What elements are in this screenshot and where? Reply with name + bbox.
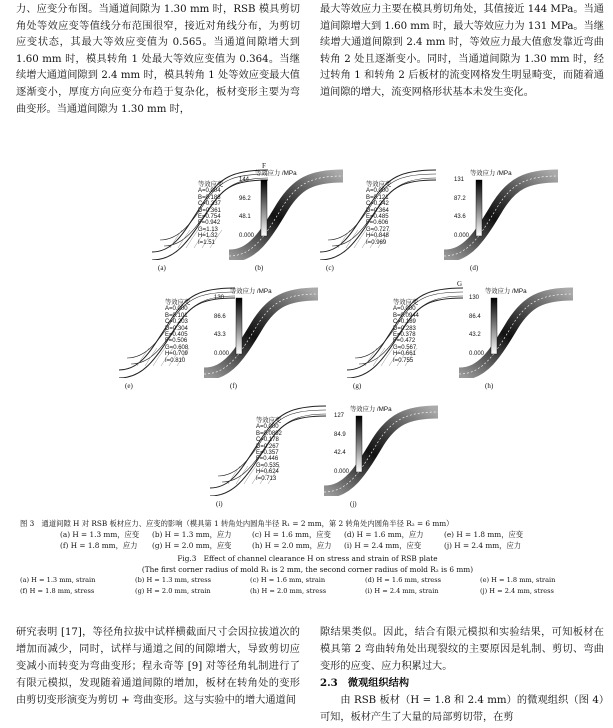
legend-letter: D: [165, 325, 170, 332]
legend-letter: F: [198, 220, 202, 227]
bottom-right-paragraph-2: 由 RSB 板材（H = 1.8 和 2.4 mm）的微观组织（图 4）可知，板材产生了大量的局部剪切带，在剪: [320, 695, 604, 723]
legend-letter: C: [198, 201, 203, 208]
legend-equals: =: [260, 469, 264, 476]
legend-letter: B: [165, 312, 170, 319]
legend-value: 0.608: [173, 344, 189, 351]
legend-letter: G: [366, 226, 371, 233]
bottom-left-paragraph: 研究表明 [17]，等径角拉拔中试样横截面尺寸会因拉拔道次的增加而减少，同时，试样与通道之间的间隙增大，导致剪切应变减小而转变为弯曲变形；程永奇等 [9] 对等径角轧制进行了有限元模拟，发现随着通道间隙的增加，板材在转角处的变形由剪切变形演变为剪切 + 弯曲变形。这与实验中的增大通道间: [16, 627, 300, 706]
legend-letter: I: [165, 357, 167, 364]
legend-equals: =: [169, 306, 173, 313]
section-heading: 2.3 微观组织结构: [320, 677, 410, 689]
caption-item: (e) H = 1.8 mm，应变: [444, 530, 524, 539]
legend-letter: F: [393, 338, 397, 345]
legend-value: 0.242: [373, 201, 389, 208]
legend-equals: =: [370, 233, 374, 240]
legend-title: 等效应变: [256, 417, 282, 424]
legend-equals: =: [169, 319, 173, 326]
caption-cn-row1: [20, 529, 595, 540]
colorbar-tick-label: 0.000: [239, 232, 255, 239]
legend-letter: D: [366, 207, 371, 214]
legend-letter: H: [165, 351, 170, 358]
legend-equals: =: [202, 201, 206, 208]
legend-equals: =: [202, 188, 206, 195]
legend-value: 0.848: [373, 233, 389, 240]
caption-cn-title: 图 3 通道间隙 H 对 RSB 板材应力、应变的影响（模具第 1 转角处内圆角半径 R₁ = 2 mm，第 2 转角处内圆角半径 R₂ = 6 mm）: [20, 519, 454, 528]
legend-letter: B: [256, 430, 261, 437]
legend-value: 0.121: [373, 194, 389, 201]
panel-label: (e): [125, 382, 133, 390]
legend-equals: =: [202, 214, 206, 221]
caption-item: (i) H = 2.4 mm, strain: [365, 587, 439, 595]
legend-letter: A: [393, 306, 398, 313]
legend-letter: F: [256, 456, 260, 463]
legend-value: 0.337: [205, 201, 221, 208]
legend-letter: G: [165, 344, 170, 351]
colorbar-tick-label: 43.3: [214, 332, 226, 338]
caption-item: (a) H = 1.3 mm, strain: [20, 576, 96, 584]
legend-equals: =: [166, 357, 171, 364]
legend-value: 0.567: [401, 344, 417, 351]
colorbar-tick-label: 42.4: [334, 450, 346, 456]
legend-value: 0.942: [205, 220, 221, 227]
legend-letter: H: [393, 351, 398, 358]
legend-letter: C: [256, 437, 261, 444]
legend-entry: [256, 476, 282, 482]
strain-panel-g: [345, 278, 465, 390]
panel-label: (f): [230, 382, 237, 390]
legend-equals: =: [370, 201, 374, 208]
colorbar-tick-label: 43.6: [454, 214, 466, 220]
legend-value: 0.0892: [263, 430, 282, 437]
legend-entry: [366, 240, 391, 246]
legend-letter: B: [393, 312, 398, 319]
colorbar-tick-label: 0.000: [214, 350, 230, 357]
legend-title: 等效应变: [165, 299, 191, 306]
figure-caption: [20, 518, 595, 597]
legend-equals: =: [397, 325, 401, 332]
colorbar-tick-label: 130: [469, 295, 480, 301]
panel-label: (g): [353, 382, 362, 390]
panel-label: (c): [326, 264, 334, 272]
legend-value: 0.000: [263, 424, 279, 431]
legend-value: 0.357: [263, 450, 279, 457]
strain-legend: [393, 300, 419, 364]
legend-letter: I: [198, 239, 200, 246]
legend-letter: A: [198, 188, 203, 195]
colorbar-tick-label: 87.2: [454, 195, 466, 202]
legend-letter: C: [366, 201, 371, 208]
caption-en-title: Fig.3 Effect of channel clearance H on stress and strain of RSB plate: [177, 554, 438, 563]
colorbar-tick-label: 131: [454, 177, 465, 183]
colorbar-tick-label: 0.000: [454, 232, 470, 239]
legend-letter: E: [165, 332, 170, 339]
legend-value: 0.810: [170, 357, 186, 364]
legend-letter: I: [393, 357, 395, 364]
legend-equals: =: [259, 456, 264, 463]
strain-legend: [366, 182, 391, 246]
legend-value: 0.661: [400, 351, 416, 358]
legend-title: 等效应变: [198, 181, 224, 188]
colorbar-tick-label: 86.4: [469, 313, 481, 320]
colorbar-tick-label: 130: [214, 295, 225, 301]
legend-value: 0.361: [205, 207, 221, 214]
legend-equals: =: [260, 424, 264, 431]
stress-panel-h: [455, 278, 575, 390]
legend-letter: E: [198, 214, 203, 221]
legend-letter: I: [256, 475, 258, 482]
legend-equals: =: [397, 332, 401, 339]
caption-item: (f) H = 1.8 mm，应力: [60, 541, 138, 550]
legend-equals: =: [169, 332, 173, 339]
caption-item: (f) H = 1.8 mm, stress: [20, 587, 95, 595]
legend-value: 0.709: [172, 351, 188, 358]
legend-value: 0.203: [172, 319, 188, 326]
legend-letter: C: [165, 319, 170, 326]
legend-equals: =: [397, 306, 401, 313]
legend-equals: =: [260, 450, 264, 457]
panel-label: (b): [255, 264, 264, 272]
colorbar-tick-label: 86.6: [214, 313, 226, 320]
stress-panel-j: [320, 396, 440, 508]
legend-letter: F: [165, 338, 169, 345]
legend-equals: =: [370, 188, 374, 195]
legend-value: 0.101: [172, 312, 188, 319]
legend-value: 0.178: [263, 437, 279, 444]
panel-label: (d): [470, 264, 479, 272]
caption-cn-row2: [20, 540, 595, 551]
legend-letter: E: [393, 332, 398, 339]
marker-label: G: [457, 280, 463, 288]
colorbar-tick-label: 84.9: [334, 431, 346, 438]
legend-value: 0.713: [261, 475, 277, 482]
panel-label: (i): [216, 500, 223, 508]
legend-value: 1.32: [205, 233, 218, 240]
legend-equals: =: [397, 344, 402, 351]
legend-equals: =: [397, 319, 401, 326]
legend-entry: [393, 358, 419, 364]
legend-equals: =: [169, 312, 173, 319]
legend-value: 0.446: [263, 456, 279, 463]
legend-value: 0.754: [205, 214, 221, 221]
legend-value: 0.188: [205, 194, 221, 201]
caption-item: (i) H = 2.4 mm，应变: [344, 541, 422, 550]
legend-equals: =: [260, 443, 264, 450]
legend-value: 0.606: [373, 220, 389, 227]
legend-letter: H: [256, 469, 261, 476]
legend-equals: =: [201, 220, 206, 227]
legend-equals: =: [370, 214, 374, 221]
legend-letter: B: [366, 194, 371, 201]
bottom-right-paragraph-1: 隙结果类似。因此，结合有限元模拟和实验结果，可知板材在模具第 2 弯曲转角处出现裂纹的主要原因是轧制、剪切、弯曲变形的应变、应力积累过大。: [320, 627, 604, 672]
top-right-paragraph: 最大等效应力主要在模具剪切角处，其值接近 144 MPa。当通道间隙增大到 1.60 mm 时，最大等效应力为 131 MPa。当继续增大通道间隙到 2.4 mm 时，等效应力最大值愈发靠近弯曲转角 2 处且逐渐变小。同时，当通道间隙为 1.30 mm 时，经过转角 1 和转角 2 后板材的流变网格发生明显畸变，而随着通道间隙的增大，流变网格形状基本未发生变化。: [320, 4, 604, 98]
legend-equals: =: [370, 226, 375, 233]
legend-value: 0.283: [400, 325, 416, 332]
legend-equals: =: [370, 207, 374, 214]
legend-letter: G: [198, 226, 203, 233]
legend-letter: I: [366, 239, 368, 246]
legend-equals: =: [260, 430, 264, 437]
caption-en-sub: (The first corner radius of mold R₁ is 2 mm, the second corner radius of mold R₂ is 6 mm): [141, 565, 474, 574]
legend-value: 0.000: [400, 306, 416, 313]
colorbar-tick-label: 144: [239, 177, 250, 183]
caption-item: (b) H = 1.3 mm，应力: [152, 530, 232, 539]
legend-equals: =: [257, 475, 262, 482]
caption-item: (d) H = 1.6 mm, stress: [365, 576, 442, 584]
legend-equals: =: [202, 194, 206, 201]
legend-equals: =: [199, 239, 204, 246]
legend-letter: G: [393, 344, 398, 351]
caption-item: (g) H = 2.0 mm, strain: [135, 587, 211, 595]
colorbar-tick-label: 0.000: [469, 350, 485, 357]
legend-value: 0.000: [373, 188, 389, 195]
bottom-right-column: [320, 624, 604, 726]
caption-item: (d) H = 1.6 mm，应力: [344, 530, 424, 539]
colorbar-title: 等效应力 /MPa: [230, 288, 272, 295]
legend-value: 0.0944: [400, 312, 419, 319]
stress-panel-b: [225, 160, 345, 272]
legend-equals: =: [397, 351, 401, 358]
legend-equals: =: [396, 338, 401, 345]
legend-value: 0.378: [400, 332, 416, 339]
legend-letter: A: [165, 306, 170, 313]
legend-equals: =: [370, 194, 374, 201]
colorbar-tick-label: 48.1: [239, 214, 251, 220]
caption-en-row2: [20, 586, 595, 597]
panel-label: (j): [350, 500, 357, 508]
legend-letter: E: [256, 450, 261, 457]
strain-legend: [256, 418, 282, 482]
legend-equals: =: [202, 233, 206, 240]
stress-panel-d: [440, 160, 560, 272]
legend-letter: D: [198, 207, 203, 214]
legend-letter: G: [256, 462, 261, 469]
colorbar-tick-label: 0.000: [334, 468, 350, 475]
legend-entry: [198, 240, 223, 246]
caption-item: (j) H = 2.4 mm，应力: [444, 541, 522, 550]
caption-item: (a) H = 1.3 mm，应变: [60, 530, 140, 539]
legend-entry: [165, 358, 190, 364]
top-left-paragraph: 力、应变分布图。当通道间隙为 1.30 mm 时，RSB 模具剪切角处等效应变等值线分布范围很窄，接近对角线分布，为剪切应变状态，其最大等效应变值为 0.565。当通道间隙增大到 1.60 mm 时，模具转角 1 处最大等效应变值为 0.364。当继续增大通道间隙到 2.4 mm 时，模具转角 1 处等效应变最大值逐渐变小，厚度方向应变分布趋于复杂化，板材变形主要为弯曲变形。当通道间隙为 1.30 mm 时，: [16, 4, 300, 115]
stress-panel-f: [200, 278, 320, 390]
panel-label: (h): [485, 382, 494, 390]
legend-letter: F: [366, 220, 370, 227]
legend-value: 0.969: [371, 239, 387, 246]
caption-en-row1: [20, 575, 595, 586]
colorbar-title: 等效应力 /MPa: [350, 406, 392, 413]
legend-equals: =: [394, 357, 399, 364]
legend-value: 0.004: [205, 188, 221, 195]
legend-letter: D: [393, 325, 398, 332]
marker-label: F: [262, 162, 266, 170]
legend-equals: =: [397, 312, 401, 319]
legend-equals: =: [367, 239, 372, 246]
legend-equals: =: [202, 226, 207, 233]
legend-letter: C: [393, 319, 398, 326]
legend-equals: =: [260, 462, 265, 469]
strain-legend: [198, 182, 223, 246]
legend-value: 0.755: [398, 357, 414, 364]
legend-equals: =: [169, 344, 174, 351]
legend-value: 0.624: [263, 469, 279, 476]
legend-value: 0.485: [373, 214, 389, 221]
legend-letter: A: [256, 424, 261, 431]
legend-value: 0.189: [400, 319, 416, 326]
legend-letter: B: [198, 194, 203, 201]
legend-equals: =: [169, 351, 173, 358]
legend-letter: H: [198, 233, 203, 240]
caption-item: (e) H = 1.8 mm, strain: [480, 576, 556, 584]
colorbar-tick-label: 96.2: [239, 195, 251, 202]
legend-value: 0.267: [263, 443, 279, 450]
caption-item: (g) H = 2.0 mm，应变: [152, 541, 232, 550]
legend-equals: =: [202, 207, 206, 214]
caption-item: (c) H = 1.6 mm, strain: [250, 576, 326, 584]
panel-label: (a): [158, 264, 166, 272]
caption-item: (j) H = 2.4 mm, stress: [480, 587, 554, 595]
colorbar-tick-label: 43.2: [469, 332, 481, 338]
legend-value: 0.727: [374, 226, 390, 233]
legend-title: 等效应变: [366, 181, 392, 188]
figure-3: [0, 160, 613, 515]
colorbar-tick-label: 127: [334, 413, 345, 419]
legend-value: 0.472: [400, 338, 416, 345]
legend-letter: E: [366, 214, 371, 221]
legend-value: 0.506: [172, 338, 188, 345]
caption-item: (b) H = 1.3 mm, stress: [135, 576, 212, 584]
legend-value: 1.51: [203, 239, 215, 246]
legend-value: 0.000: [172, 306, 188, 313]
colorbar-title: 等效应力 /MPa: [470, 170, 512, 177]
caption-item: (c) H = 1.6 mm，应变: [252, 530, 331, 539]
legend-equals: =: [168, 338, 173, 345]
legend-value: 0.304: [172, 325, 188, 332]
legend-equals: =: [260, 437, 264, 444]
legend-title: 等效应变: [393, 299, 419, 306]
legend-value: 0.535: [264, 462, 280, 469]
strain-panel-i: [208, 396, 328, 508]
legend-letter: D: [256, 443, 261, 450]
strain-legend: [165, 300, 190, 364]
legend-equals: =: [169, 325, 173, 332]
legend-equals: =: [369, 220, 374, 227]
caption-item: (h) H = 2.0 mm，应力: [252, 541, 332, 550]
legend-letter: H: [366, 233, 371, 240]
legend-letter: A: [366, 188, 371, 195]
colorbar-title: 等效应力 /MPa: [255, 170, 297, 177]
legend-value: 0.364: [373, 207, 389, 214]
legend-value: 1.13: [206, 226, 218, 233]
colorbar-title: 等效应力 /MPa: [485, 288, 527, 295]
caption-item: (h) H = 2.0 mm, stress: [250, 587, 327, 595]
legend-value: 0.405: [172, 332, 188, 339]
